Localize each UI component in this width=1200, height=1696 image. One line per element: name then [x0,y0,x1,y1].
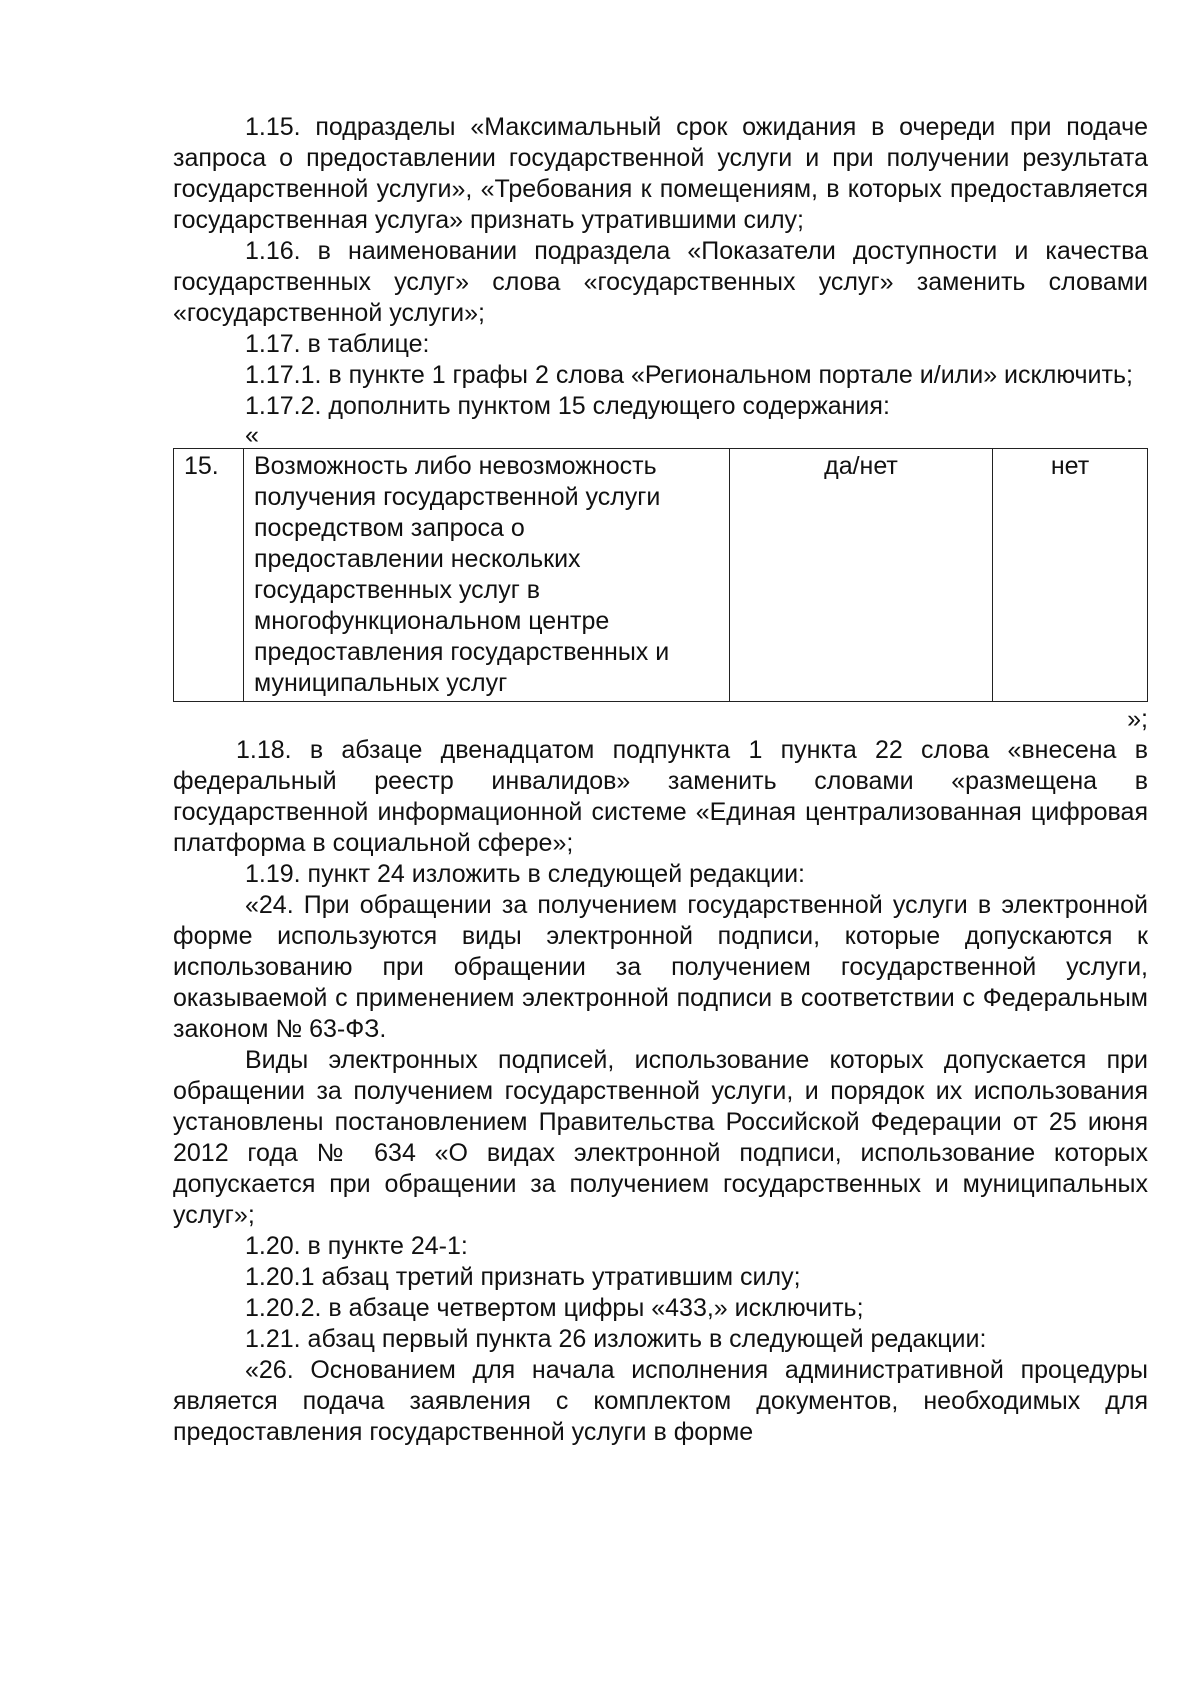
paragraph-1-17: 1.17. в таблице: [245,330,430,358]
table-close-quote: »; [1127,705,1148,733]
paragraph-26: «26. Основанием для начала исполнения административной процедуры является подача заявления с комплектом документов, необходимых для предоставления государственной услуги в форме [173,1356,1148,1446]
paragraph-1-21: 1.21. абзац первый пункта 26 изложить в следующей редакции: [245,1325,987,1353]
table-cell-value: нет [993,449,1148,702]
paragraph-1-18: 1.18. в абзаце двенадцатом подпункта 1 пункта 22 слова «внесена в федеральный реестр инвалидов» заменить словами «размещена в государственной информационной системе «Единая централизованная цифровая платформа в социальной сфере»; [173,736,1148,857]
paragraph-1-19: 1.19. пункт 24 изложить в следующей редакции: [245,860,805,888]
table-cell-number: 15. [174,449,244,702]
paragraph-1-16: 1.16. в наименовании подраздела «Показатели доступности и качества государственных услуг» слова «государственных услуг» заменить словами «государственной услуги»; [173,237,1148,327]
indicators-table [173,448,1148,702]
table-open-quote: « [245,421,259,449]
table-cell-unit: да/нет [730,449,993,702]
paragraph-signature-types: Виды электронных подписей, использование которых допускается при обращении за получением государственной услуги, и порядок их использования установлены постановлением Правительства Российской Федерации от 25 июня 2012 года № 634 «О видах электронной подписи, использование которых допускается при обращении за получением государственных и муниципальных услуг»; [173,1046,1148,1229]
paragraph-1-20: 1.20. в пункте 24-1: [245,1232,468,1260]
paragraph-1-17-2: 1.17.2. дополнить пунктом 15 следующего содержания: [245,392,890,420]
paragraph-1-20-2: 1.20.2. в абзаце четвертом цифры «433,» исключить; [245,1294,864,1322]
table-row [174,449,1148,702]
paragraph-1-15: 1.15. подразделы «Максимальный срок ожидания в очереди при подаче запроса о предоставлении государственной услуги и при получении результата государственной услуги», «Требования к помещениям, в которых предоставляется государственная услуга» признать утратившими силу; [173,113,1148,234]
paragraph-1-17-1: 1.17.1. в пункте 1 графы 2 слова «Региональном портале и/или» исключить; [245,361,1133,389]
table-cell-indicator: Возможность либо невозможность получения государственной услуги посредством запроса о предоставлении нескольких государственных услуг в многофункциональном центре предоставления государственных и муниципальных услуг [244,449,730,702]
paragraph-24: «24. При обращении за получением государственной услуги в электронной форме используются виды электронной подписи, которые допускаются к использованию при обращении за получением государственной услуги, оказываемой с применением электронной подписи в соответствии с Федеральным законом № 63-ФЗ. [173,891,1148,1043]
paragraph-1-20-1: 1.20.1 абзац третий признать утратившим силу; [245,1263,801,1291]
